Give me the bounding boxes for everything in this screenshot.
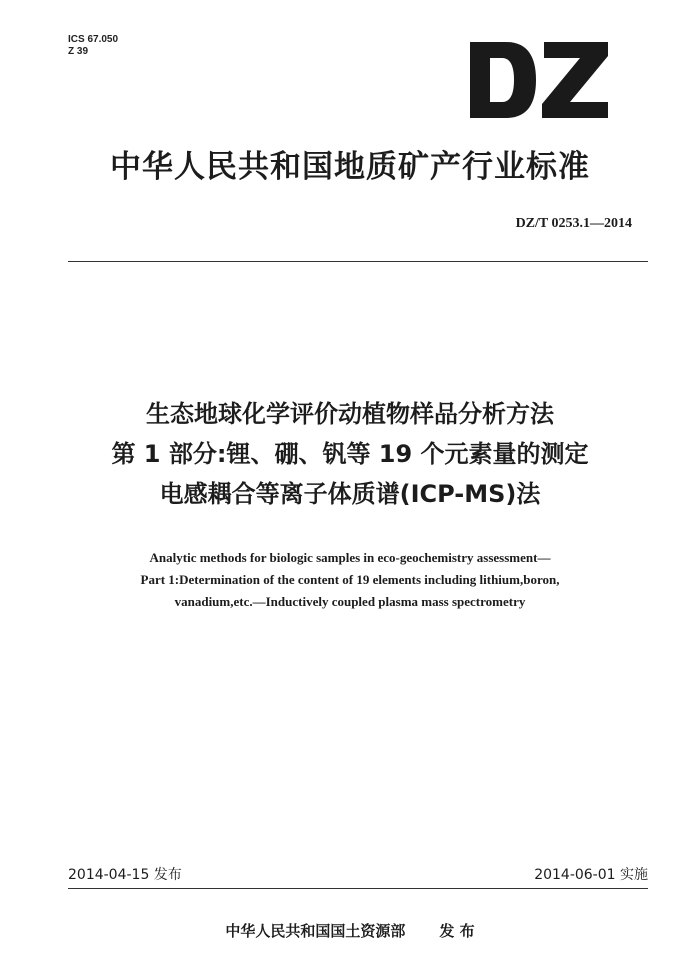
ics-code: ICS 67.050 bbox=[68, 34, 119, 45]
title-en-line-2: Part 1:Determination of the content of 19 elements including lithium,boron, bbox=[140, 572, 560, 587]
ccs-code: Z 39 bbox=[68, 46, 89, 57]
issuer-name: 中华人民共和国国土资源部 bbox=[225, 922, 406, 940]
publish-date: 2014-04-15 发布 bbox=[68, 867, 182, 883]
classification-codes bbox=[68, 34, 118, 58]
logo-letter-z bbox=[542, 42, 608, 118]
title-en-line-3: vanadium,etc.—Inductively coupled plasma mass spectrometry bbox=[174, 594, 526, 609]
implement-date: 2014-06-01 实施 bbox=[534, 867, 648, 883]
title-cn-line-3: 电感耦合等离子体质谱(ICP-MS)法 bbox=[159, 480, 541, 508]
org-title: 中华人民共和国地质矿产行业标准 bbox=[110, 149, 590, 185]
title-cn-line-1: 生态地球化学评价动植物样品分析方法 bbox=[146, 400, 554, 428]
title-cn-line-2: 第 1 部分:锂、硼、钒等 19 个元素量的测定 bbox=[111, 440, 589, 468]
dz-logo bbox=[466, 40, 612, 120]
header-divider bbox=[68, 261, 648, 262]
title-en-line-1: Analytic methods for biologic samples in eco-geochemistry assessment— bbox=[149, 550, 551, 565]
footer-divider bbox=[68, 888, 648, 889]
issuer bbox=[0, 920, 700, 941]
logo-letter-d bbox=[470, 42, 536, 118]
issuer-action: 发 布 bbox=[439, 922, 475, 940]
standard-number: DZ/T 0253.1—2014 bbox=[515, 216, 632, 231]
